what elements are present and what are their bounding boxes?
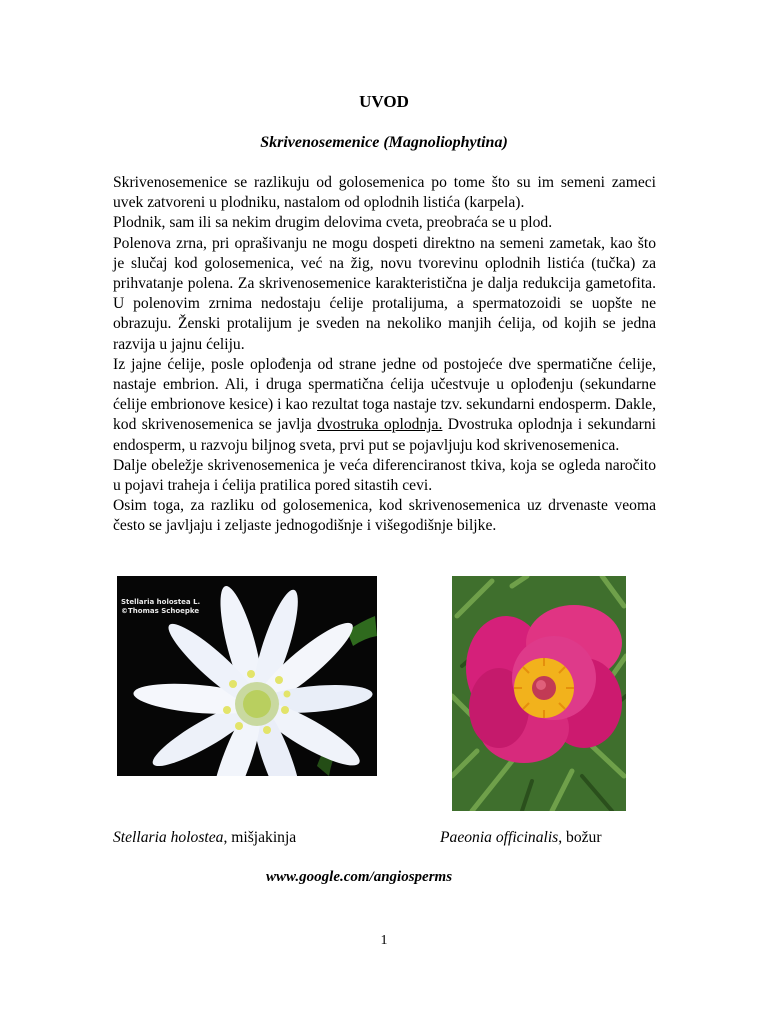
- paragraph-6: Osim toga, za razliku od golosemenica, kod skrivenosemenica uz drvenaste veoma često se javljaju i zeljaste jednogodišnje i višegodišnje biljke.: [113, 497, 656, 535]
- photo-credit-author: ©Thomas Schoepke: [121, 607, 200, 615]
- paragraph-4-end: Dvostruka oplodnja i sekundarni endosperm, u razvoju biljnog sveta, prvi put se pojavljuju kod skrivenosemenica.: [113, 416, 656, 454]
- paeonia-photo: [452, 576, 626, 811]
- body-text: [113, 173, 656, 537]
- page-title: UVOD: [359, 92, 409, 111]
- caption-paeonia-species: Paeonia officinalis: [440, 829, 559, 846]
- caption-stellaria: [113, 829, 296, 847]
- stellaria-photo: [117, 576, 377, 776]
- caption-stellaria-species: Stellaria holostea: [113, 829, 224, 846]
- paragraph-1: Skrivenosemenice se razlikuju od golosemenica po tome što su im semeni zameci uvek zatvoreni u plodniku, nastalom od oplodnih listića (karpela).: [113, 174, 656, 212]
- pink-peony-flower-icon: [452, 576, 626, 811]
- paragraph-5: Dalje obeležje skrivenosemenica je veća diferenciranost tkiva, koja se ogleda naročito u pojavi traheja i ćelija pratilica pored sitastih cevi.: [113, 456, 656, 495]
- paragraph-4: [113, 355, 656, 456]
- paragraph-2: Plodnik, sam ili sa nekim drugim delovima cveta, preobraća se u plod.: [113, 214, 553, 232]
- double-fertilization-term: dvostruka oplodnja.: [317, 416, 443, 434]
- section-subtitle: Skrivenosemenice (Magnoliophytina): [260, 134, 508, 151]
- photo-credit-species: Stellaria holostea L.: [121, 598, 201, 606]
- caption-paeonia: [440, 829, 602, 847]
- source-link[interactable]: www.google.com/angiosperms: [265, 869, 453, 885]
- page-number: 1: [380, 933, 388, 948]
- paragraph-3: Polenova zrna, pri oprašivanju ne mogu dospeti direktno na semeni zametak, kao što je slučaj kod golosemenica, već na žig, novu tvorevinu oplodnih listića (tučka) za prihvatanje polena. Za skrivenosemenice karakteristična je dalja redukcija gametofita. U polenovim zrnima nedostaju ćelije protalijuma, a spermatozoidi se uopšte ne obrazuju. Ženski protalijum je sveden na nekoliko manjih ćelija, od kojih se jedna razvija u jajnu ćeliju.: [113, 234, 656, 353]
- caption-stellaria-common: , mišjakinja: [223, 829, 297, 846]
- photo-credit: [121, 598, 200, 616]
- caption-paeonia-common: , božur: [558, 829, 602, 846]
- paragraph-4-start: Iz jajne ćelije, posle oplođenja od strane jedne od postojeće dve spermatične ćelije, nastaje embrion. Ali, i druga spermatična ćelija učestvuje u oplođenju (sekundarne ćelije embrionove kesice) i kao rezultat toga nastaje tzv. sekundarni endosperm. Dakle, kod skrivenosemenica se javlja: [113, 355, 656, 434]
